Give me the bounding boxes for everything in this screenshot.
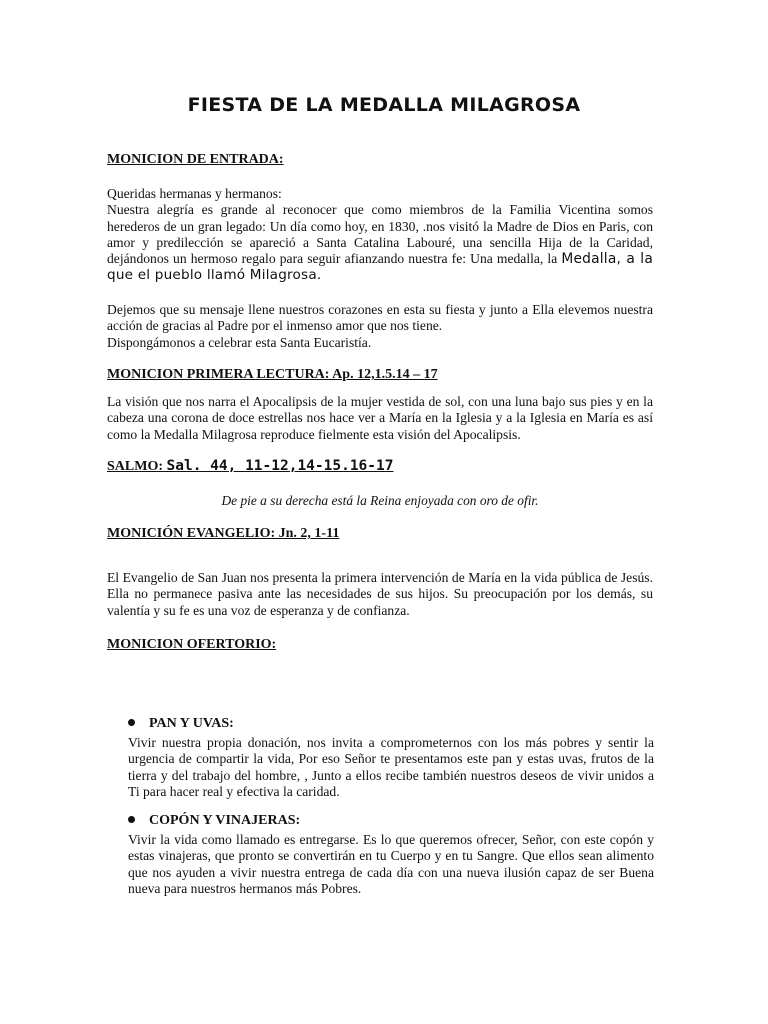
ofertorio-item-copon-body <box>128 832 654 897</box>
ofertorio-item-pan-title <box>128 716 234 732</box>
ofertorio-item-pan-label: PAN Y UVAS: <box>149 716 234 731</box>
bullet-icon <box>128 719 135 726</box>
primera-body <box>107 394 653 443</box>
ofertorio-heading: MONICION OFERTORIO: <box>107 637 277 652</box>
evangelio-line-2: Ella no permanece pasiva ante las necesidades de sus hijos. Su preocupación por los demás, su <box>107 586 653 602</box>
salmo-section <box>107 458 653 475</box>
evangelio-heading: MONICIÓN EVANGELIO: Jn. 2, 1-11 <box>107 526 340 541</box>
pan-line-2: urgencia de compartir la vida, Por eso Señor te presentamos este pan y estas uvas, frutos de la <box>128 751 654 767</box>
salmo-heading-ref: Sal. 44, 11-12,14-15.16-17 <box>166 458 394 474</box>
entrada-heading: MONICION DE ENTRADA: <box>107 152 284 167</box>
copon-line-1: Vivir la vida como llamado es entregarse. Es lo que queremos ofrecer, Señor, con este copón y <box>128 832 654 847</box>
primera-heading: MONICION PRIMERA LECTURA: Ap. 12,1.5.14 – 17 <box>107 367 438 382</box>
bullet-icon <box>128 816 135 823</box>
evangelio-body <box>107 570 653 619</box>
ofertorio-item-copon-label: COPÓN Y VINAJERAS: <box>149 813 301 828</box>
entrada-greeting: Queridas hermanas y hermanos: <box>107 186 282 201</box>
entrada-p2-line-1: Dejemos que su mensaje llene nuestros corazones en esta su fiesta y junto a Ella elevemos nuestra <box>107 302 653 317</box>
entrada-body <box>107 186 653 284</box>
copon-line-2: estas vinajeras, que pronto se convertirán en tu Cuerpo y en tu Sangre. Que ellos sean alimento <box>128 848 654 864</box>
document-title: FIESTA DE LA MEDALLA MILAGROSA <box>187 94 581 116</box>
ofertorio-item-pan-body <box>128 735 654 800</box>
copon-line-3: que nos ayuden a vivir nuestra entrega de cada día con una nueva ilusión capaz de ser Buena <box>128 864 654 880</box>
ofertorio-section <box>107 637 653 653</box>
evangelio-line-1: El Evangelio de San Juan nos presenta la primera intervención de María en la vida pública de Jesús. <box>107 570 653 585</box>
entrada-line-2: herederos de un gran legado: Un día como hoy, en 1830, .nos visitó la Madre de Dios en Paris, con <box>107 218 653 234</box>
pan-line-3: tierra y del trabajo del hombre, , Junto a ellos recibe también nuestros deseos de vivir unidos a <box>128 767 654 783</box>
entrada-line-4 <box>107 251 653 267</box>
entrada-p3: Dispongámonos a celebrar esta Santa Eucaristía. <box>107 334 372 350</box>
evangelio-section <box>107 526 653 542</box>
primera-line-3: como la Medalla Milagrosa reproduce fielmente esta visión del Apocalipsis. <box>107 426 521 442</box>
entrada-p2-line-2: acción de gracias al Padre por el inmenso amor que nos tiene. <box>107 318 443 334</box>
entrada-body-2 <box>107 302 653 351</box>
pan-line-1: Vivir nuestra propia donación, nos invita a comprometernos con los más pobres y sentir la <box>128 735 654 750</box>
copon-line-4: nueva para nuestros hermanos más Pobres. <box>128 880 362 896</box>
primera-section <box>107 367 653 383</box>
salmo-heading-label: SALMO: <box>107 459 167 474</box>
salmo-antiphon: De pie a su derecha está la Reina enjoyada con oro de ofir. <box>221 493 539 508</box>
ofertorio-item-copon-title <box>128 813 300 829</box>
entrada-line-1: Nuestra alegría es grande al reconocer que como miembros de la Familia Vicentina somos <box>107 202 653 218</box>
primera-line-1: La visión que nos narra el Apocalipsis de la mujer vestida de sol, con una luna bajo sus pies y en la <box>107 394 653 409</box>
salmo-heading <box>107 458 653 475</box>
primera-line-2: cabeza una corona de doce estrellas nos hace ver a María en la Iglesia y a la Iglesia en María es así <box>107 410 653 426</box>
entrada-line-4-serif: dejándonos un hermoso regalo para seguir afianzando nuestra fe: Una medalla, la <box>107 251 562 267</box>
entrada-line-4-sans: Medalla, a la <box>561 251 653 268</box>
evangelio-line-3: valentía y su fe es una voz de esperanza y de confianza. <box>107 602 410 618</box>
entrada-line-5: que el pueblo llamó Milagrosa. <box>107 267 322 284</box>
entrada-section <box>107 152 653 168</box>
pan-line-4: Ti para hacer real y efectiva la caridad. <box>128 783 340 799</box>
entrada-line-3: amor y predilección se apareció a Santa Catalina Labouré, una sencilla Hija de la Caridad, <box>107 234 653 250</box>
